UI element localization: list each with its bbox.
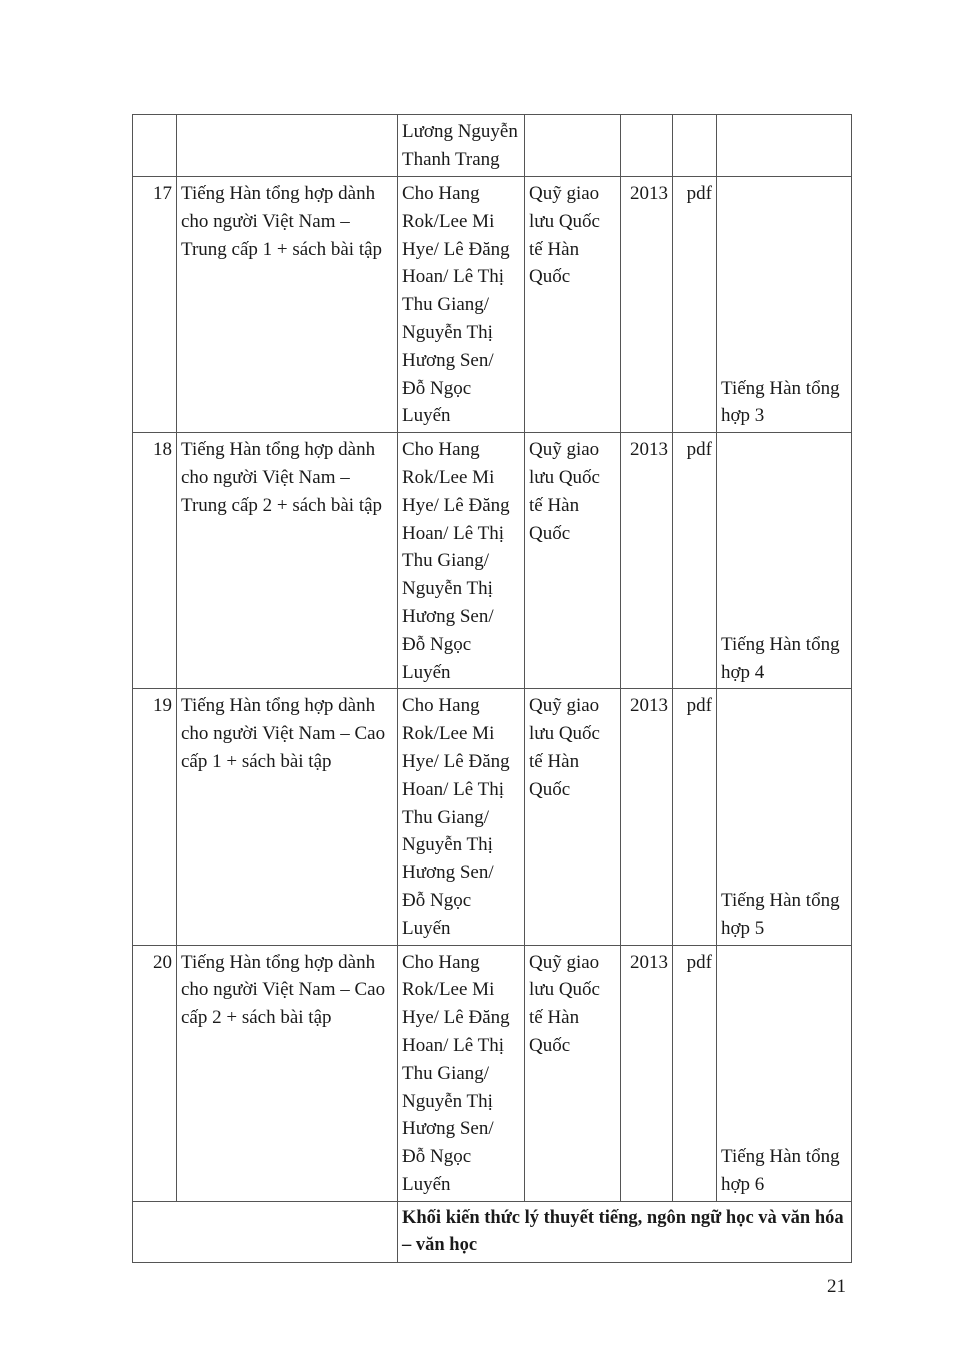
cell-format: pdf: [673, 945, 717, 1201]
cell-title: Tiếng Hàn tổng hợp dành cho người Việt Nam – Trung cấp 1 + sách bài tập: [177, 177, 398, 433]
cell-publisher: Quỹ giao lưu Quốc tế Hàn Quốc: [525, 177, 621, 433]
cell-note: [717, 115, 852, 177]
cell-year: 2013: [621, 177, 673, 433]
cell-format: pdf: [673, 177, 717, 433]
cell-no: [133, 115, 177, 177]
cell-authors: Cho Hang Rok/Lee Mi Hye/ Lê Đăng Hoan/ Lê Thị Thu Giang/ Nguyễn Thị Hương Sen/ Đỗ Ngọc Luyến: [398, 433, 525, 689]
cell-format: [673, 115, 717, 177]
cell-no: 17: [133, 177, 177, 433]
cell-no: 18: [133, 433, 177, 689]
cell-year: 2013: [621, 433, 673, 689]
section-heading: Khối kiến thức lý thuyết tiếng, ngôn ngữ học và văn hóa – văn học: [398, 1201, 852, 1263]
cell-title: Tiếng Hàn tổng hợp dành cho người Việt Nam – Cao cấp 1 + sách bài tập: [177, 689, 398, 945]
note-text: Tiếng Hàn tổng hợp 3: [721, 377, 840, 427]
cell-authors: Cho Hang Rok/Lee Mi Hye/ Lê Đăng Hoan/ Lê Thị Thu Giang/ Nguyễn Thị Hương Sen/ Đỗ Ngọc Luyến: [398, 945, 525, 1201]
table-row: [133, 433, 852, 689]
cell-note: [717, 177, 852, 433]
cell-title: Tiếng Hàn tổng hợp dành cho người Việt Nam – Trung cấp 2 + sách bài tập: [177, 433, 398, 689]
cell-publisher: Quỹ giao lưu Quốc tế Hàn Quốc: [525, 689, 621, 945]
cell-no: 19: [133, 689, 177, 945]
note-text: Tiếng Hàn tổng hợp 6: [721, 1146, 840, 1195]
cell-no: 20: [133, 945, 177, 1201]
cell-note: [717, 689, 852, 945]
cell-note: [717, 945, 852, 1201]
note-text: Tiếng Hàn tổng hợp 5: [721, 889, 840, 939]
cell-format: pdf: [673, 433, 717, 689]
table-row: [133, 177, 852, 433]
cell-title: [177, 115, 398, 177]
cell-title: Tiếng Hàn tổng hợp dành cho người Việt Nam – Cao cấp 2 + sách bài tập: [177, 945, 398, 1201]
table-row: [133, 689, 852, 945]
cell-year: 2013: [621, 689, 673, 945]
cell-publisher: Quỹ giao lưu Quốc tế Hàn Quốc: [525, 433, 621, 689]
section-row: [133, 1201, 852, 1263]
section-empty-cell: [133, 1201, 398, 1263]
page-number: 21: [827, 1276, 846, 1297]
cell-authors: Cho Hang Rok/Lee Mi Hye/ Lê Đăng Hoan/ Lê Thị Thu Giang/ Nguyễn Thị Hương Sen/ Đỗ Ngọc Luyến: [398, 689, 525, 945]
table-row: [133, 945, 852, 1201]
cell-authors: Lương Nguyễn Thanh Trang: [398, 115, 525, 177]
cell-publisher: [525, 115, 621, 177]
cell-format: pdf: [673, 689, 717, 945]
cell-publisher: Quỹ giao lưu Quốc tế Hàn Quốc: [525, 945, 621, 1201]
note-text: Tiếng Hàn tổng hợp 4: [721, 633, 840, 683]
cell-year: 2013: [621, 945, 673, 1201]
table-row-continuation: [133, 115, 852, 177]
cell-authors: Cho Hang Rok/Lee Mi Hye/ Lê Đăng Hoan/ Lê Thị Thu Giang/ Nguyễn Thị Hương Sen/ Đỗ Ngọc Luyến: [398, 177, 525, 433]
document-table: [132, 114, 852, 1263]
cell-note: [717, 433, 852, 689]
cell-year: [621, 115, 673, 177]
